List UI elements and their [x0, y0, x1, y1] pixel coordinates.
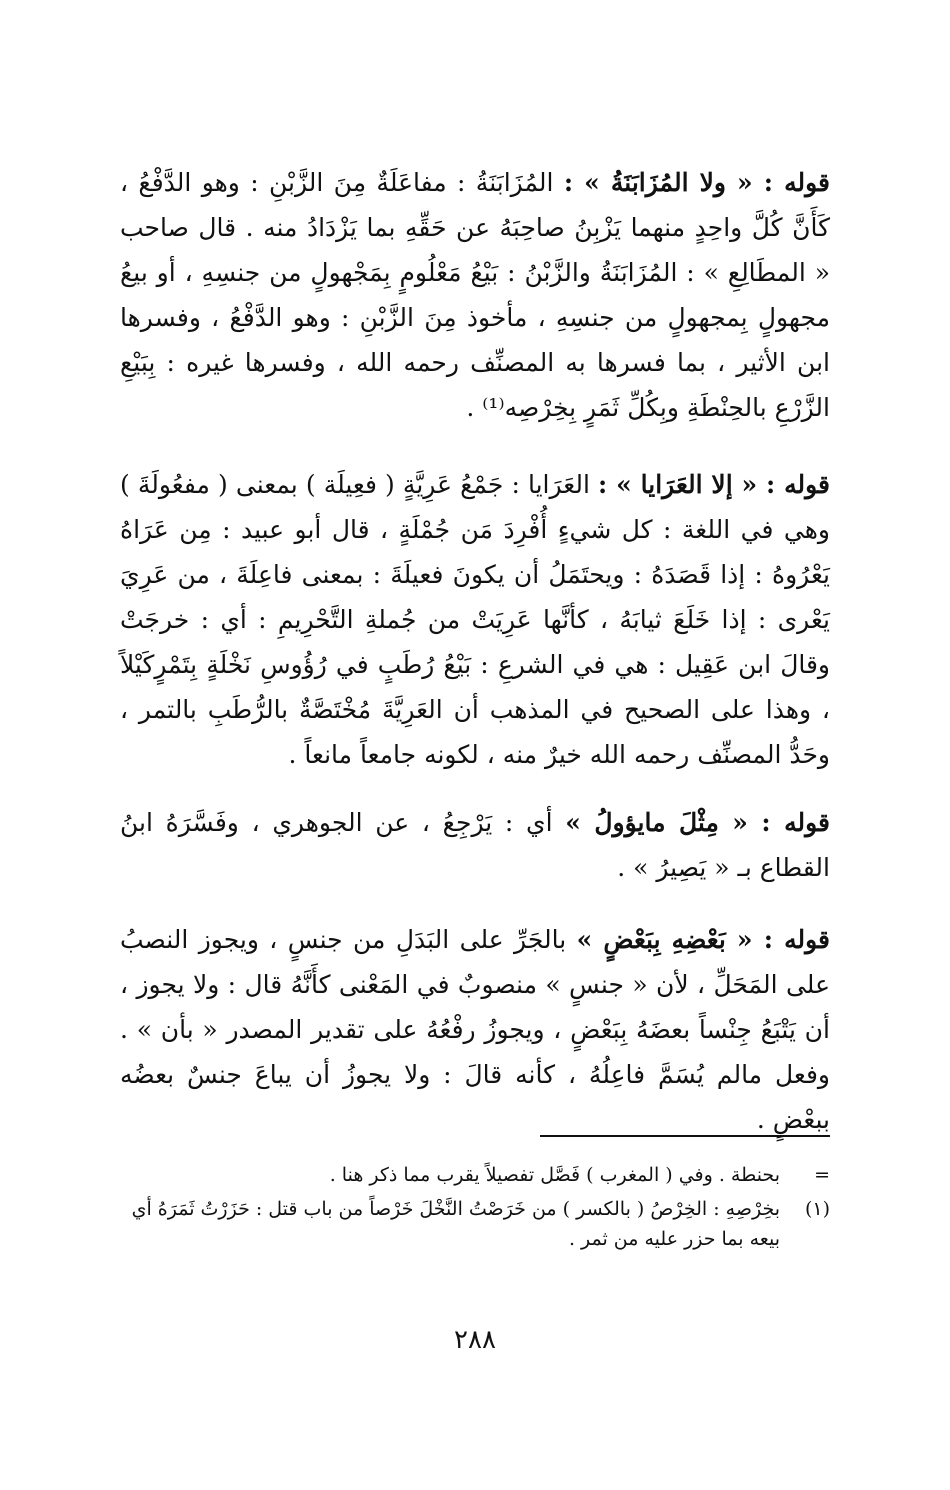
paragraph-lead: قوله : « بَعْضِهِ بِبَعْضٍ » [576, 925, 830, 954]
paragraph-body: أي : يَرْجِعُ ، عن الجوهري ، وفَسَّرَهُ ابنُ القطاع بـ « يَصِيرُ » . [120, 808, 830, 882]
paragraph-lead: قوله : « مِثْلَ مايؤولُ » [565, 808, 830, 837]
footnote-text: بحنطة . وفي ( المغرب ) فَصَّل تفصيلاً يقرب مما ذكر هنا . [329, 1164, 780, 1186]
footnote-text: بخِرْصِهِ : الخِرْصُ ( بالكسر ) من خَرَصْتُ النَّخْلَ خَرْصاً من باب قتل : حَزَرْتُ ثَمَرَهُ أي بيعه بما حزر عليه من ثمر . [131, 1198, 780, 1250]
paragraph-lead: قوله : « ولا المُزَابَنَةُ » : [563, 168, 831, 197]
paragraph-lead: قوله : « إلا العَرَايا » : [598, 470, 830, 499]
page-number: ٢٨٨ [454, 1325, 496, 1355]
paragraph-text [120, 800, 830, 890]
paragraph-yaul [120, 800, 830, 890]
footnote-continuation [120, 1160, 830, 1190]
paragraph-body: العَرَايا : جَمْعُ عَرِيَّةٍ ( فعِيلَة ) بمعنى ( مفعُولَةَ ) وهي في اللغة : كل شيءٍ أُفْرِدَ مَن جُمْلَةٍ ، قال أبو عبيد : مِن عَرَاهُ يَعْرُوهُ : إذا قَصَدَهُ : ويحتَمَلُ أن يكونَ فعيلَةَ : بمعنى فاعِلَةَ ، من عَرِيَ يَعْرى : إذا خَلَعَ ثيابَهُ ، كأنَّها عَرِيَتْ من جُملةِ التَّحْرِيمِ : أي : خرجَتْ وقالَ ابن عَقِيل : هي في الشرعِ : بَيْعُ رُطَبٍ في رُؤُوسِ نَخْلَةٍ بِتَمْرٍكَيْلاً ، وهذا على الصحيح في المذهب أن العَرِيَّةَ مُخْتَصَّةٌ بالرُّطَبِ بالتمر ، وحَدُّ المصنِّف رحمه الله خيرٌ منه ، لكونه جامعاً مانعاً . [120, 470, 830, 769]
paragraph-badihi-bibad [120, 917, 830, 1142]
paragraph-body: المُزَابَنَةُ : مفاعَلَةٌ مِنَ الزَّبْنِ : وهو الدَّفْعُ ، كَأَنَّ كُلَّ واحِدٍ منهما يَزْبِنُ صاحِبَهُ عن حَقِّهِ بما يَزْدَادُ منه . قال صاحب « المطَالِعِ » : المُزَابَنَةُ والزَّبْنُ : بَيْعُ مَعْلُومٍ بِمَجْهولٍ من جنسِهِ ، أو بيعُ مجهولٍ بِمجهولٍ من جنسِهِ ، مأخوذ مِنَ الزَّبْنِ : وهو الدَّفْعُ ، وفسرها ابن الأثير ، بما فسرها به المصنِّف رحمه الله ، وفسرها غيره : بِبَيْعِ الزَّرْعِ بالحِنْطَةِ وبِكُلِّ ثَمَرٍ بِخِرْصِه⁽¹⁾ . [120, 168, 830, 422]
footnote-mark: = [814, 1164, 830, 1186]
footnotes [120, 1160, 830, 1258]
paragraph-araya [120, 462, 830, 777]
paragraph-text [120, 462, 830, 777]
footnote-mark: (١) [804, 1198, 830, 1220]
footnote-1 [120, 1194, 830, 1254]
paragraph-body: بالجَرِّ على البَدَلِ من جنسٍ ، ويجوز النصبُ على المَحَلِّ ، لأن « جنسٍ » منصوبٌ في المَعْنى كأَنَّهُ قال : ولا يجوز ، أن يَتْبَعُ جِنْساً بعضَهُ بِبَعْضٍ ، ويجوزُ رفْعُهُ على تقدير المصدر « بأن » . وفعل مالم يُسَمَّ فاعِلُهُ ، كأنه قالَ : ولا يجوزُ أن يباعَ جنسٌ بعضُه ببعْضٍ . [120, 925, 830, 1134]
footnote-divider [540, 1135, 830, 1137]
paragraph-text [120, 917, 830, 1142]
paragraph-muzabanah [120, 160, 830, 430]
paragraph-text [120, 160, 830, 430]
